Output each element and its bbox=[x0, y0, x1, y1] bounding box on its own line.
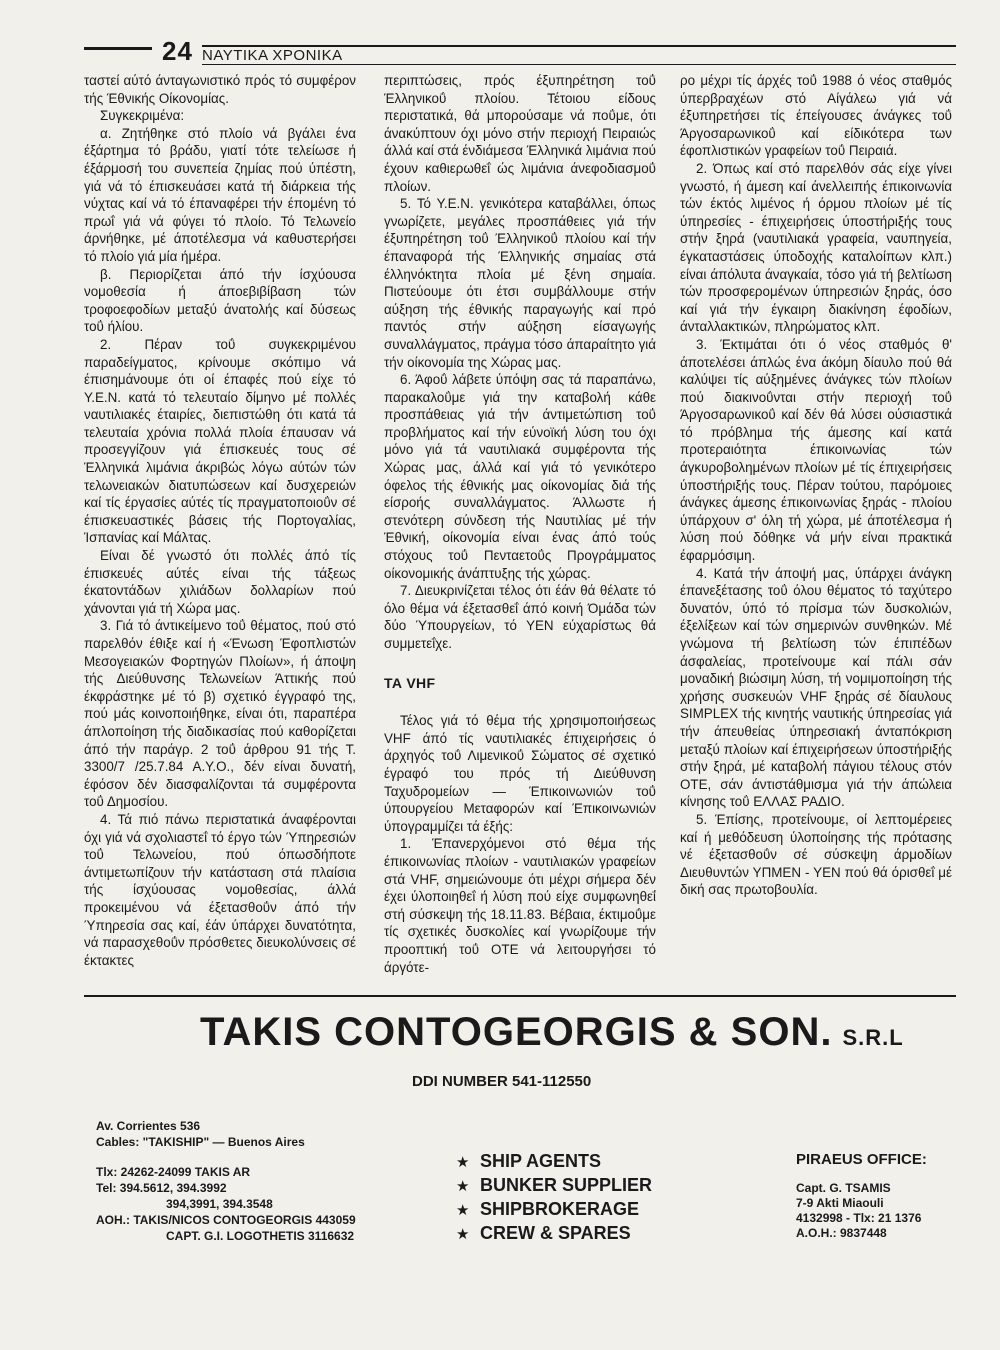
paragraph: β. Περιορίζεται άπό τήν ίσχύουσα νομοθεσία ή άποεβιβίβαση τών τροφοεφοδίων μεταξύ άνατολής καί δύσεως τοΰ ήλίου. bbox=[84, 266, 356, 335]
magazine-title: ΝΑΥΤΙΚΑ ΧΡΟΝΙΚΑ bbox=[202, 47, 343, 64]
column-3 bbox=[680, 72, 952, 987]
service-item: ★ SHIPBROKERAGE bbox=[456, 1198, 652, 1222]
paragraph: Είναι δέ γνωστό ότι πολλές άπό τίς έπισκευές αύτές είναι τής τάξεως έκατοντάδων χιλιάδων δολλαρίων πού χάνονται γιά τή Χώρα μας. bbox=[84, 548, 356, 616]
paragraph: α. Ζητήθηκε στό πλοίο νά βγάλει ένα έξάρτημα τό βράδυ, γιατί τότε τελείωσε ή έξάρμοσή του συνεπεία ζημίας πού ύπέστη, γιά νά τό έπισκευάσει κατά τή διάρκεια τής νύχτας καί νά τό έπαναφέρει τήν έπομένη τό πρωΐ γιά νά φύγει τό πλοίο. Τό Τελωνείο άρνήθηκε, μέ άποτέλεσμα νά καθυστερήσει τό πλοίο γιά μία ήμέρα. bbox=[84, 125, 356, 264]
services-list bbox=[456, 1150, 652, 1246]
address-street: Av. Corrientes 536 bbox=[96, 1119, 201, 1133]
paragraph: 6. Άφοΰ λάβετε ύπόψη σας τά παραπάνω, παρακαλοΰμε γιά την καταβολή κάθε προσπάθειας γιά τήν άντιμετώπιση τοΰ προβλήματος καί τήν εύνοϊκή λύση του όχι μόνο γιά τά ναυτιλιακά συμφέροντα τής Χώρας μας, άλλά καί γιά τό γενικότερο όφελος τής έθνικής μας οίκονομίας διά τής είσροής συναλλάγματος. Άλλωστε ή στενότερη σύνδεση τής Ναυτιλίας μέ τήν Έθνική, οίκονομία είναι ένας άπό τούς στόχους τοΰ Πενταετοΰς Προγράμματος οίκονομικής άνάπτυξης τής χώρας. bbox=[384, 372, 656, 581]
office-phone: 4132998 - Tlx: 21 1376 bbox=[796, 1211, 922, 1225]
paragraph: Συγκεκριμένα: bbox=[100, 108, 185, 124]
paragraph: 5. Έπίσης, προτείνουμε, οί λεπτομέρειες καί ή μεθόδευση ύλοποίησης τής πρότασης νέ έξετασθοΰν σέ σύσκεψη άρμοδίων Διευθυντών ΥΠΜΕΝ - ΥΕΝ πού θά όρισθεΐ μέ δική σας πρωτοβουλία. bbox=[680, 811, 952, 898]
paragraph: 5. Τό Υ.Ε.Ν. γενικότερα καταβάλλει, όπως γνωρίζετε, μεγάλες προσπάθειες γιά τήν έξυπηρέτηση τοΰ Έλληνικοΰ πλοίου καί τήν έπαναφορά τής Έλληνικής σημαίας στά έλληνόκτητα πλοία μέ ξένη σημαία. Πιστεύουμε ότι έτσι συμβάλλουμε στήν αύξηση τής έθνικής παραγωγής καί πρό παντός στήν αύξηση είσαγωγής συναλλάγματος, πράγμα τόσο άπαραίτητο γιά τήν οίκονομία της Χώρας μας. bbox=[384, 196, 656, 370]
paragraph: Τέλος γιά τό θέμα τής χρησιμοποιήσεως VHF άπό τίς ναυτιλιακές έπιχειρήσεις ό άρχηγός τοΰ Λιμενικοΰ Σώματος σέ σχετικό έγραφό του πρός τή Διεύθυνση Ταχυδρομείων — Έπικοινωνιών τοΰ ύπουργείου Μεταφορών καί Έπικοινωνιών ύπογραμμίζει τά έξής: bbox=[384, 713, 656, 834]
divider bbox=[84, 995, 956, 997]
office-aoh: A.O.H.: 9837448 bbox=[796, 1226, 887, 1240]
service-item: ★ CREW & SPARES bbox=[456, 1222, 652, 1246]
header-rule-left bbox=[84, 47, 152, 50]
paragraph: 2. Όπως καί στό παρελθόν σάς είχε γίνει γνωστό, ή άμεση καί άνελλειπής έπικοινωνία τών έκτός λιμένος ή όρμου πλοίων μέ τίς ύπηρεσίες - έπιχειρήσεις ύποστήριξής τους στήν ξηρά (ναυτιλιακά γραφεία, ναυπηγεία, έγκαταστάσεις ύποδοχής καταλοίπων κλπ.) είναι άπόλυτα άναγκαία, τόσο γιά τή βελτίωση τών προσφερομένων ύπηρεσιών ξηράς, όσο καί γιά τήν έγκαιρη διακίνηση έφοδίων, άνταλλακτικών, πληρώματος κλπ. bbox=[680, 160, 952, 335]
company-suffix: S.R.L bbox=[842, 1025, 904, 1050]
company-name: TAKIS CONTOGEORGIS & SON. bbox=[200, 1010, 833, 1054]
service-item: ★ BUNKER SUPPLIER bbox=[456, 1174, 652, 1198]
paragraph: 7. Διευκρινίζεται τέλος ότι έάν θά θέλατε τό όλο θέμα νά έξετασθεΐ άπό κοινή Όμάδα τών δύο Ύπουργείων, τό ΥΕΝ εύχαρίστως θά συμμετεΐχε. bbox=[384, 583, 656, 651]
paragraph: 3. Έκτιμάται ότι ό νέος σταθμός θ' άποτελέσει άπλώς ένα άκόμη δίαυλο πού θά καλύψει τίς αύξημένες άνάγκες τών πλοίων πού διακινοΰνται στήν περιοχή τοΰ Άργοσαρωνικοΰ καί δέν θά λύσει ούσιαστικά τό πρόβλημα τής άμεσης καί κατά προτεραιότητα έπικοινωνίας τών άγκυροβολημένων πλοίων μέ τίς έπιχειρήσεις ύποστήριξής τους. Πέραν τούτου, παρόμοιες άνάγκες άμεσης έπικοινωνίας ξηράς - πλοίου ύπάρχουν σ' όλη τή χώρα, μέ άποτέλεσμα ή λύση πού δόθηκε νά μήν είναι πρακτικά έφαρμόσιμη. bbox=[680, 336, 952, 564]
paragraph: ταστεί αύτό άνταγωνιστικό πρός τό συμφέρον τής Έθνικής Οίκονομίας. bbox=[84, 73, 356, 106]
section-heading: ΤΑ VHF bbox=[384, 674, 436, 691]
buenos-aires-address bbox=[96, 1118, 356, 1244]
star-icon: ★ bbox=[456, 1154, 470, 1171]
address-tel: 394,3991, 394.3548 bbox=[166, 1197, 273, 1211]
paragraph: 2. Πέραν τοΰ συγκεκριμένου παραδείγματος, κρίνουμε σκόπιμο νά έπισημάνουμε ότι οί έπαφές πού είχε τό Υ.Ε.Ν. κατά τό τελευταίο δίμηνο μέ πολλές ναυτιλιακές έταιρίες, διεπιστώθη ότι κατά τά τελευταία χρόνια πολλά πλοία έπαυσαν νά προσεγγίζουν γιά έπισκευές τους σέ Έλληνικά λιμάνια άκριβώς λόγω αύτών τών τελωνειακών διατυπώσεων καί δυσχερειών καί τίς έργασίες αύτές τίς πραγματοποιοΰν σέ έπισκευαστικές βάσεις τής Πορτογαλίας, Ίσπανίας καί Μάλτας. bbox=[84, 336, 356, 546]
address-telex: Tlx: 24262-24099 TAKIS AR bbox=[96, 1165, 251, 1179]
office-heading: PIRAEUS OFFICE: bbox=[796, 1151, 927, 1168]
office-street: 7-9 Akti Miaouli bbox=[796, 1196, 884, 1210]
address-cables: Cables: "TAKISHIP" — Buenos Aires bbox=[96, 1135, 305, 1149]
address-aoh: CAPT. G.I. LOGOTHETIS 3116632 bbox=[166, 1229, 355, 1243]
address-tel: Tel: 394.5612, 394.3992 bbox=[96, 1181, 227, 1195]
piraeus-office bbox=[796, 1152, 927, 1241]
address-aoh: AOH.: TAKIS/NICOS CONTOGEORGIS 443059 bbox=[96, 1213, 356, 1227]
paragraph: 3. Γιά τό άντικείμενο τοΰ θέματος, πού στό παρελθόν έθιξε καί ή «Ένωση Έφοπλιστών Μεσογειακών Φορτηγών Πλοίων», ή άποψη τής Διεύθυνσης Τελωνείων Άττικής πού έκφράστηκε μέ τό β) σχετικό έγγραφό της, πού μάς κοινοποιήθηκε, είναι ότι, παραπέρα άπλοποίηση τής διαδικασίας πού καθορίζεται άπό τήν παράγρ. 2 τοΰ άρθρου 91 τής Τ. 3300/7 /25.7.84 Α.Υ.Ο., δέν είναι δυνατή, έφόσον δέν διασφαλίζονται τά συμφέροντα τοΰ Δημοσίου. bbox=[84, 618, 356, 810]
paragraph: 1. Έπανερχόμενοι στό θέμα τής έπικοινωνίας πλοίων - ναυτιλιακών γραφείων στά VHF, σημειώνουμε ότι μέχρι σήμερα δέν έχει ύλοποιηθεΐ ή λύση πού είχε συμφωνηθεΐ στή σύσκεψη τής 18.11.83. Βέβαια, έκτιμοΰμε τίς σχετικές δυσκολίες καί γνωρίζουμε τήν προοπτική τοΰ ΟΤΕ νά λειτουργήσει τό άργότε- bbox=[384, 836, 656, 975]
header-underline bbox=[202, 64, 956, 65]
star-icon: ★ bbox=[456, 1226, 470, 1243]
column-1 bbox=[84, 72, 356, 987]
advertisement-title bbox=[200, 1010, 904, 1055]
page-header bbox=[84, 38, 956, 68]
paragraph: 4. Κατά τήν άποψή μας, ύπάρχει άνάγκη έπανεξέτασης τοΰ όλου θέματος τό ταχύτερο δυνατόν, ύπό τό πρίσμα τών δυσκολιών, έξελίξεων καί τών σημερινών συνθηκών. Μέ γνώμονα τή βελτίωση τών έπιπέδων άσφαλείας, προτείνουμε καί πάλι σάν μοναδική βιώσιμη λύση, τή νομιμοποίηση τής χρήσης συσκευών VHF ξηράς σέ δίαυλους SIMPLEX τής κινητής ναυτικής ύπηρεσίας γιά τήν άπευθείας ύπηρεσιακή άνταπόκριση μεταξύ πλοίων καί έπιχειρήσεων ύποστήριξής στήν ξηρά, μέ καταβολή πάγιου τέλους στόν ΟΤΕ, σάν άντιστάθμισμα γιά τήν άπώλεια κίνησης τοΰ ΕΛΛΑΣ ΡΑΔΙΟ. bbox=[680, 565, 952, 810]
office-contact-name: Capt. G. TSAMIS bbox=[796, 1181, 891, 1195]
star-icon: ★ bbox=[456, 1202, 470, 1219]
article-body bbox=[84, 72, 954, 987]
star-icon: ★ bbox=[456, 1178, 470, 1195]
column-2 bbox=[384, 72, 656, 987]
paragraph: περιπτώσεις, πρός έξυπηρέτηση τοΰ Έλληνικοΰ πλοίου. Τέτοιου είδους περιστατικά, θά μπορούσαμε νά ποΰμε, ότι άνακύπτουν όχι μόνο στήν περιοχή Πειραιώς άλλά καί στά ένδιάμεσα Έλληνικά λιμάνια πού έχουν καθιερωθεΐ ώς λιμάνια άνεφοδιασμοΰ πλοίων. bbox=[384, 73, 656, 194]
service-item: ★ SHIP AGENTS bbox=[456, 1150, 652, 1174]
ddi-number: DDI NUMBER 541-112550 bbox=[412, 1073, 592, 1090]
paragraph: ρο μέχρι τίς άρχές τοΰ 1988 ό νέος σταθμός ύπερβραχέων στό Αίγάλεω γιά νά έξυπηρετήσει τίς έπείγουσες άνάγκες τοΰ Άργοσαρωνικοΰ καί είδικότερα των έφοπλιστικών γραφείων τοΰ Πειραιά. bbox=[680, 73, 952, 159]
paragraph: 4. Τά πιό πάνω περιστατικά άναφέρονται όχι γιά νά σχολιαστεΐ τό έργο τών Ύπηρεσιών τοΰ Τελωνείου, πού όπωσδήποτε άντιμετωπίζουν τήν κατάσταση στά πλαίσια τής ίσχύουσας νομοθεσίας, άλλά προκειμένου νά έξετασθοΰν άπό τήν Ύπηρεσία σας καί, έάν ύπάρχει δυνατότητα, νά παρασχεθοΰν πρόσθετες διευκολύνσεις σέ έκτακτες bbox=[84, 811, 356, 968]
page-number: 24 bbox=[162, 36, 193, 66]
